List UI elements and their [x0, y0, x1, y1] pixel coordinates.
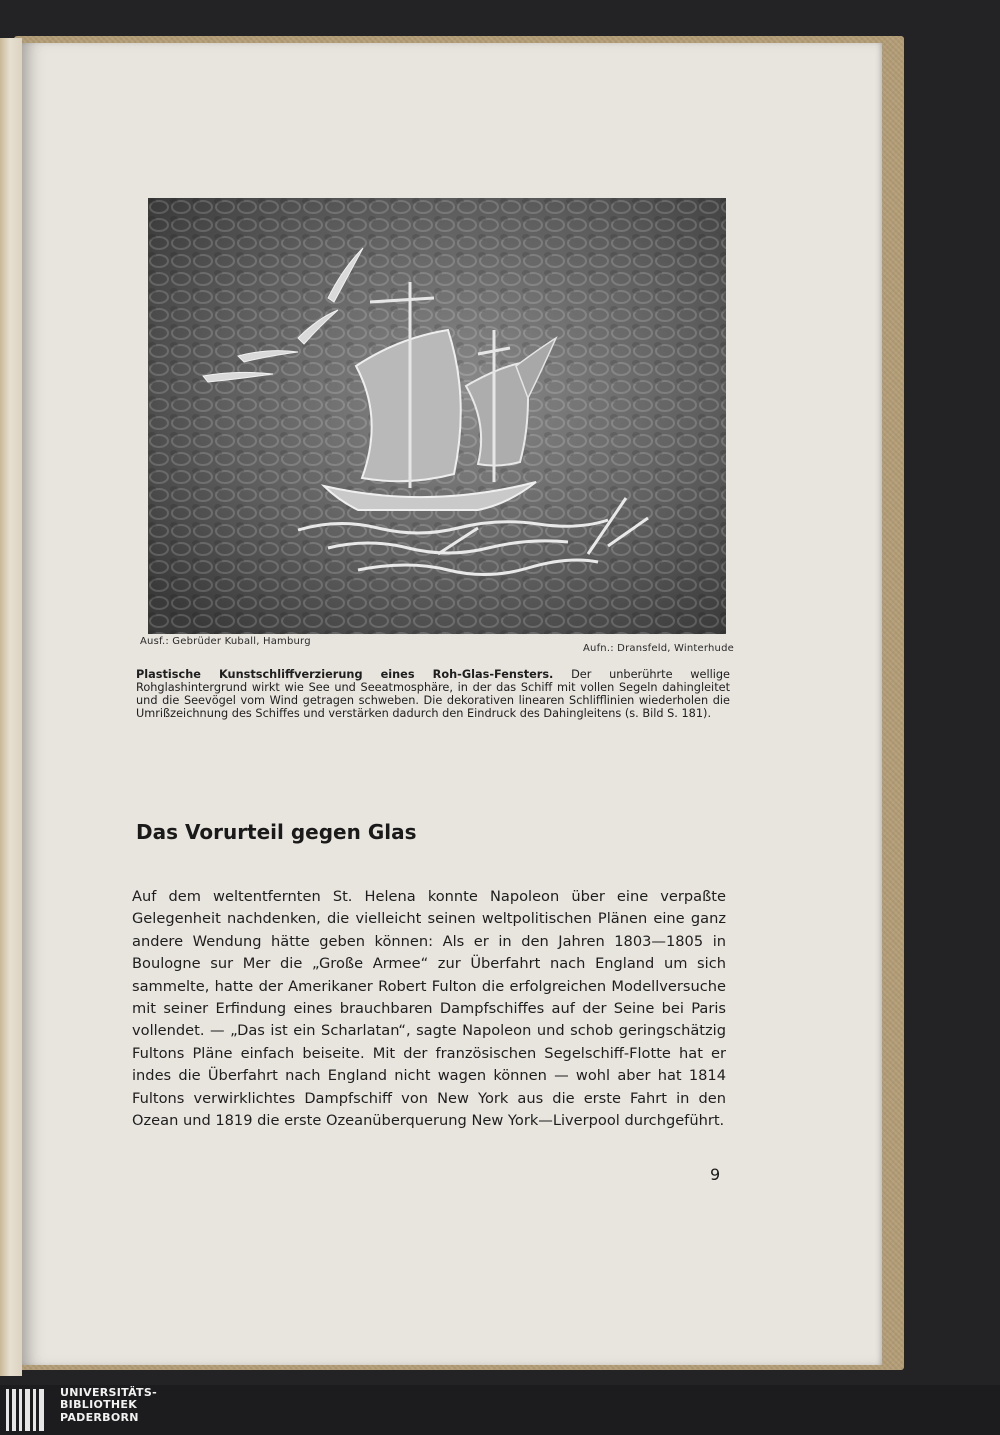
library-footer [0, 1385, 1000, 1435]
ship-glass-photo [148, 198, 726, 634]
library-name-line-1: UNIVERSITÄTS- [60, 1386, 157, 1399]
library-name-line-3: PADERBORN [60, 1410, 139, 1424]
left-page-edge [0, 38, 22, 1376]
library-name [60, 1387, 157, 1424]
library-name-line-2: BIBLIOTHEK [60, 1398, 138, 1412]
ship-illustration [148, 198, 726, 634]
photo-credit-photographer: Aufn.: Dransfeld, Winterhude [583, 643, 734, 654]
photo-credit-execution: Ausf.: Gebrüder Kuball, Hamburg [140, 636, 311, 647]
library-logo-icon [6, 1389, 50, 1431]
caption-lead: Plastische Kunstschliffverzierung eines Roh-Glas-Fensters. [136, 668, 554, 681]
figure-caption [136, 668, 730, 720]
page-number: 9 [710, 1165, 721, 1184]
body-paragraph: Auf dem weltentfernten St. Helena konnte Napoleon über eine verpaßte Gelegenheit nachdenken, die vielleicht seinen weltpolitischen Plänen eine ganz andere Wendung hätte geben können: Als er in den Jahren 1803—1805 in Boulogne sur Mer die „Große Armee“ zur Überfahrt nach England um sich sammelte, hatte der Amerikaner Robert Fulton die erfolgreichen Modellversuche mit seiner Erfindung eines brauchbaren Dampfschiffes auf der Seine bei Paris vollendet. — „Das ist ein Scharlatan“, sagte Napoleon und schob geringschätzig Fultons Pläne einfach beiseite. Mit der französischen Segelschiff-Flotte hat er indes die Überfahrt nach England nicht wagen können — wohl aber hat 1814 Fultons verwirklichtes Dampfschiff von New York aus die erste Fahrt in den Ozean und 1819 die erste Ozeanüberquerung New York—Liverpool durchgeführt. [132, 888, 726, 1130]
section-heading: Das Vorurteil gegen Glas [136, 820, 417, 844]
caption-text: Der unberührte wellige Rohglashintergrund wirkt wie See und Seeatmosphäre, in der das Schiff mit vollen Segeln dahingleitet und die Seevögel vom Wind getragen schweben. Die dekorativen linearen Schlifflinien wiederholen die Umrißzeichnung des Schiffes und verstärken dadurch den Eindruck des Dahingleitens (s. Bild S. 181). [136, 668, 730, 720]
